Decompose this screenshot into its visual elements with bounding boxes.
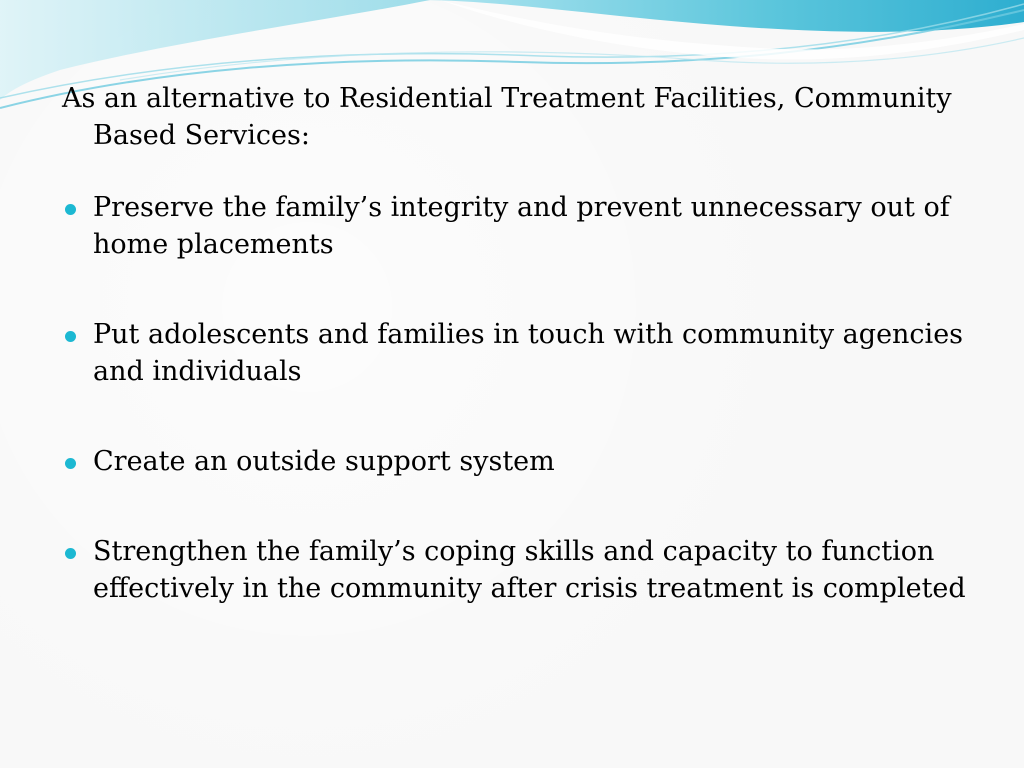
bullet-text: Strengthen the family’s coping skills and capacity to function effectively in the community after crisis treatment is completed: [93, 536, 966, 604]
filled-circle-bullet-icon: [65, 458, 76, 469]
intro-text: As an alternative to Residential Treatment Facilities, Community Based Services:: [62, 83, 952, 151]
list-item: [62, 316, 982, 390]
bullet-text: Put adolescents and families in touch with community agencies and individuals: [93, 319, 964, 387]
bullet-list: [62, 189, 982, 607]
list-item: [62, 533, 982, 607]
bullet-text: Create an outside support system: [93, 446, 555, 477]
wave-line-3: [120, 38, 1024, 80]
filled-circle-bullet-icon: [65, 331, 76, 342]
bullet-text: Preserve the family’s integrity and prevent unnecessary out of home placements: [93, 192, 950, 260]
list-item: [62, 189, 982, 263]
filled-circle-bullet-icon: [65, 204, 76, 215]
filled-circle-bullet-icon: [65, 548, 76, 559]
list-item: [62, 443, 982, 480]
slide-content: [62, 80, 982, 660]
